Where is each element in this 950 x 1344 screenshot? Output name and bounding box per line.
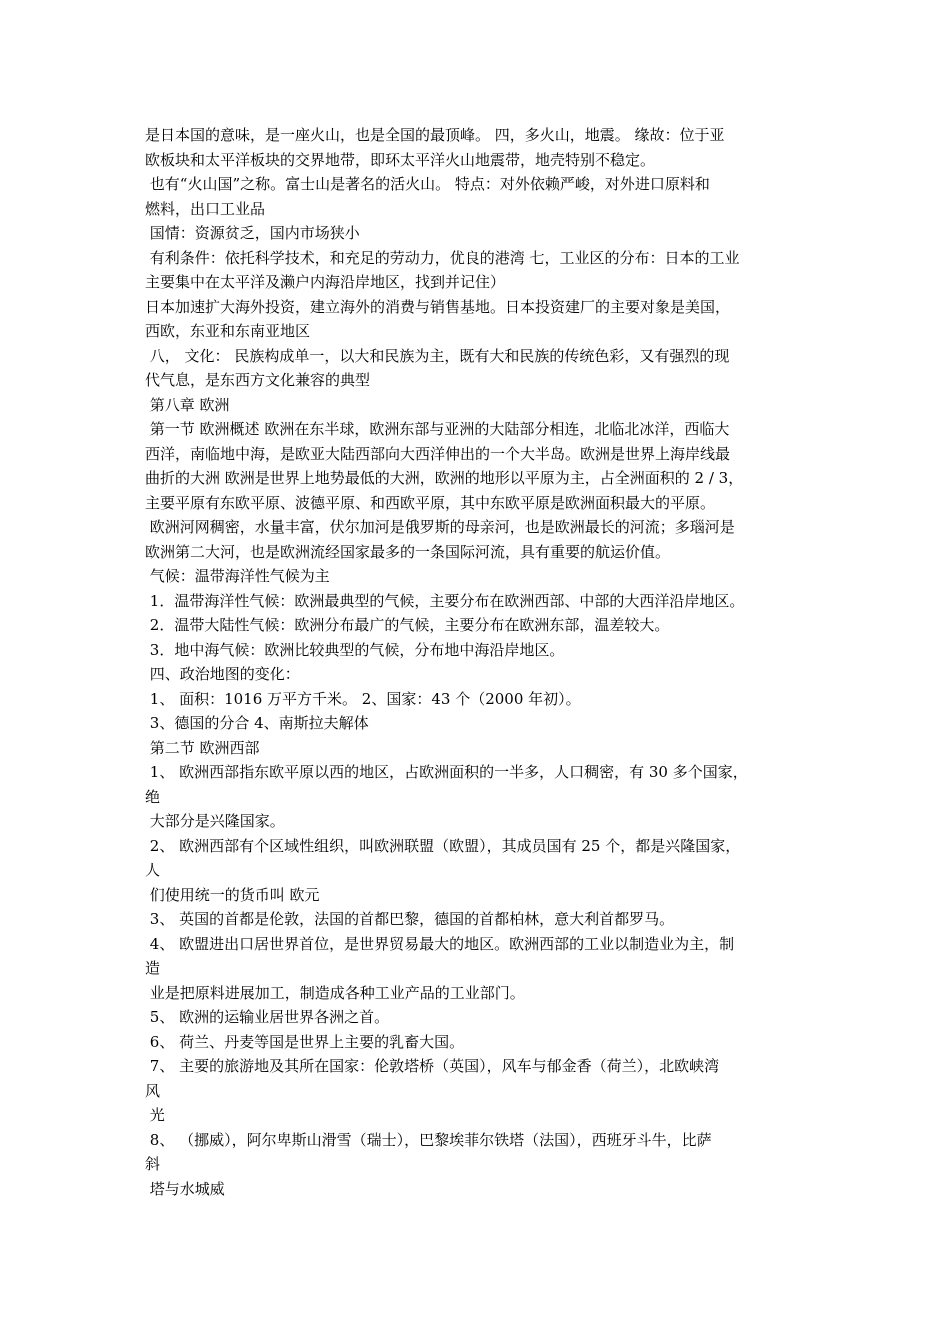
text-line: 也有“火山国”之称。富士山是著名的活火山。 特点：对外依赖严峻，对外进口原料和	[145, 175, 710, 193]
text-line: 5、 欧洲的运输业居世界各洲之首。	[145, 1008, 390, 1026]
text-line: 燃料，出口工业品	[145, 199, 266, 218]
text-line: 是日本国的意味，是一座火山，也是全国的最顶峰。 四，多火山，地震。 缘故：位于亚	[145, 126, 725, 144]
text-line: 主要集中在太平洋及濑户内海沿岸地区，找到并记住）	[145, 273, 506, 291]
text-line: 大部分是兴隆国家。	[145, 812, 285, 830]
text-line: 西洋，南临地中海，是欧亚大陆西部向大西洋伸出的一个大半岛。欧洲是世界上海岸线最	[145, 444, 731, 463]
text-line: 有利条件：依托科学技术，和充足的劳动力，优良的港湾 七，工业区的分布：日本的工业	[145, 248, 740, 267]
text-line: 2．温带大陆性气候：欧洲分布最广的气候，主要分布在欧洲东部，温差较大。	[145, 616, 670, 634]
text-line: 风	[145, 1081, 161, 1100]
text-line: 人	[145, 861, 161, 879]
text-line: 2、 欧洲西部有个区域性组织，叫欧洲联盟（欧盟），其成员国有 25 个，都是兴隆国家，	[145, 836, 741, 855]
text-line: 3、 英国的首都是伦敦，法国的首都巴黎，德国的首都柏林，意大利首都罗马。	[145, 910, 675, 928]
text-line: 1、 欧洲西部指东欧平原以西的地区，占欧洲面积的一半多，人口稠密，有 30 多个国家，	[145, 763, 748, 781]
text-line: 曲折的大洲 欧洲是世界上地势最低的大洲，欧洲的地形以平原为主，占全洲面积的 2 / 3，	[145, 469, 744, 487]
text-line: 1、 面积：1016 万平方千米。 2、国家：43 个（2000 年初）。	[145, 689, 581, 708]
text-line: 塔与水城威	[145, 1179, 225, 1198]
text-line: 业是把原料进展加工，制造成各种工业产品的工业部门。	[145, 983, 525, 1002]
text-line: 们使用统一的货币叫 欧元	[145, 885, 320, 904]
text-line: 第八章 欧洲	[145, 395, 230, 414]
text-line: 第一节 欧洲概述 欧洲在东半球，欧洲东部与亚洲的大陆部分相连，北临北冰洋，西临大	[145, 420, 730, 438]
text-line: 1．温带海洋性气候：欧洲最典型的气候，主要分布在欧洲西部、中部的大西洋沿岸地区。	[145, 591, 745, 610]
text-line: 绝	[145, 787, 161, 806]
document-body	[145, 123, 810, 1201]
text-line: 欧洲第二大河，也是欧洲流经国家最多的一条国际河流，具有重要的航运价值。	[145, 542, 671, 561]
text-line: 造	[145, 959, 161, 977]
text-line: 8、 （挪威），阿尔卑斯山滑雪（瑞士），巴黎埃菲尔铁塔（法国），西班牙斗牛，比萨	[145, 1130, 712, 1149]
text-line: 3、德国的分合 4、南斯拉夫解体	[145, 714, 369, 732]
text-line: 7、 主要的旅游地及其所在国家：伦敦塔桥（英国），风车与郁金香（荷兰），北欧峡湾	[145, 1057, 720, 1075]
text-line: 光	[145, 1106, 165, 1124]
text-line: 4、 欧盟进出口居世界首位，是世界贸易最大的地区。欧洲西部的工业以制造业为主，制	[145, 934, 735, 953]
text-line: 3．地中海气候：欧洲比较典型的气候，分布地中海沿岸地区。	[145, 640, 565, 659]
text-line: 八， 文化： 民族构成单一，以大和民族为主，既有大和民族的传统色彩，又有强烈的现	[145, 346, 730, 365]
text-line: 欧板块和太平洋板块的交界地带，即环太平洋火山地震带，地壳特别不稳定。	[145, 150, 656, 169]
text-line: 第二节 欧洲西部	[145, 738, 260, 757]
text-line: 6、 荷兰、丹麦等国是世界上主要的乳畜大国。	[145, 1032, 465, 1051]
text-line: 斜	[145, 1155, 161, 1173]
text-line: 日本加速扩大海外投资，建立海外的消费与销售基地。日本投资建厂的主要对象是美国，	[145, 297, 731, 316]
text-line: 代气息，是东西方文化兼容的典型	[145, 371, 371, 389]
text-line: 国情：资源贫乏，国内市场狭小	[145, 224, 360, 242]
text-line: 四、政治地图的变化：	[145, 665, 300, 683]
text-line: 主要平原有东欧平原、波德平原、和西欧平原，其中东欧平原是欧洲面积最大的平原。	[145, 493, 716, 512]
text-line: 西欧，东亚和东南亚地区	[145, 322, 311, 340]
text-line: 气候：温带海洋性气候为主	[145, 567, 330, 585]
text-line: 欧洲河网稠密，水量丰富，伏尔加河是俄罗斯的母亲河，也是欧洲最长的河流；多瑙河是	[145, 518, 735, 536]
